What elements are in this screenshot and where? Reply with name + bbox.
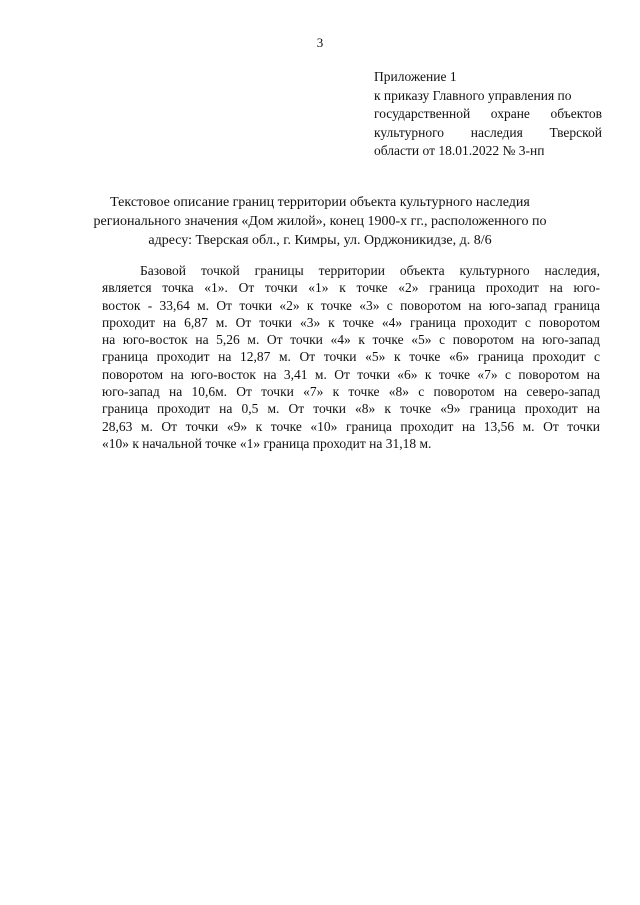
appendix-line: Приложение 1: [374, 69, 457, 84]
appendix-line: культурного наследия Тверской: [374, 124, 602, 140]
title-line: Текстовое описание границ территории объекта культурного наследия: [110, 195, 530, 210]
body-line: Базовой точкой границы территории объекта культурного наследия,: [140, 263, 600, 278]
appendix-header: [374, 68, 602, 161]
body-line: на юго-восток на 5,26 м. От точки «4» к точке «5» с поворотом на юго-запад: [102, 332, 600, 348]
appendix-line: государственной охране объектов: [374, 106, 602, 121]
title-line: адресу: Тверская обл., г. Кимры, ул. Орджоникидзе, д. 8/6: [148, 233, 492, 248]
body-line: является точка «1». От точки «1» к точке «2» граница проходит на юго-: [102, 280, 600, 296]
body-line: проходит на 6,87 м. От точки «3» к точке «4» граница проходит с поворотом: [102, 314, 600, 330]
body-paragraph: [102, 262, 600, 452]
document-title: [80, 193, 560, 250]
body-line: граница проходит на 12,87 м. От точки «5» к точке «6» граница проходит с: [102, 349, 600, 365]
body-line: 28,63 м. От точки «9» к точке «10» граница проходит на 13,56 м. От точки: [102, 418, 600, 434]
appendix-line: области от 18.01.2022 № 3-нп: [374, 143, 545, 158]
body-line: юго-запад на 10,6м. От точки «7» к точке «8» с поворотом на северо-запад: [102, 384, 600, 400]
body-line: восток - 33,64 м. От точки «2» к точке «3» с поворотом на юго-запад граница: [102, 297, 600, 313]
body-line: граница проходит на 0,5 м. От точки «8» к точке «9» граница проходит на: [102, 401, 600, 417]
body-line: поворотом на юго-восток на 3,41 м. От точки «6» к точке «7» с поворотом на: [102, 366, 600, 382]
page-number: 3: [316, 35, 324, 50]
body-line: «10» к начальной точке «1» граница проходит на 31,18 м.: [102, 435, 432, 451]
title-line: регионального значения «Дом жилой», конец 1900-х гг., расположенного по: [93, 214, 547, 229]
appendix-line: к приказу Главного управления по: [374, 87, 572, 103]
